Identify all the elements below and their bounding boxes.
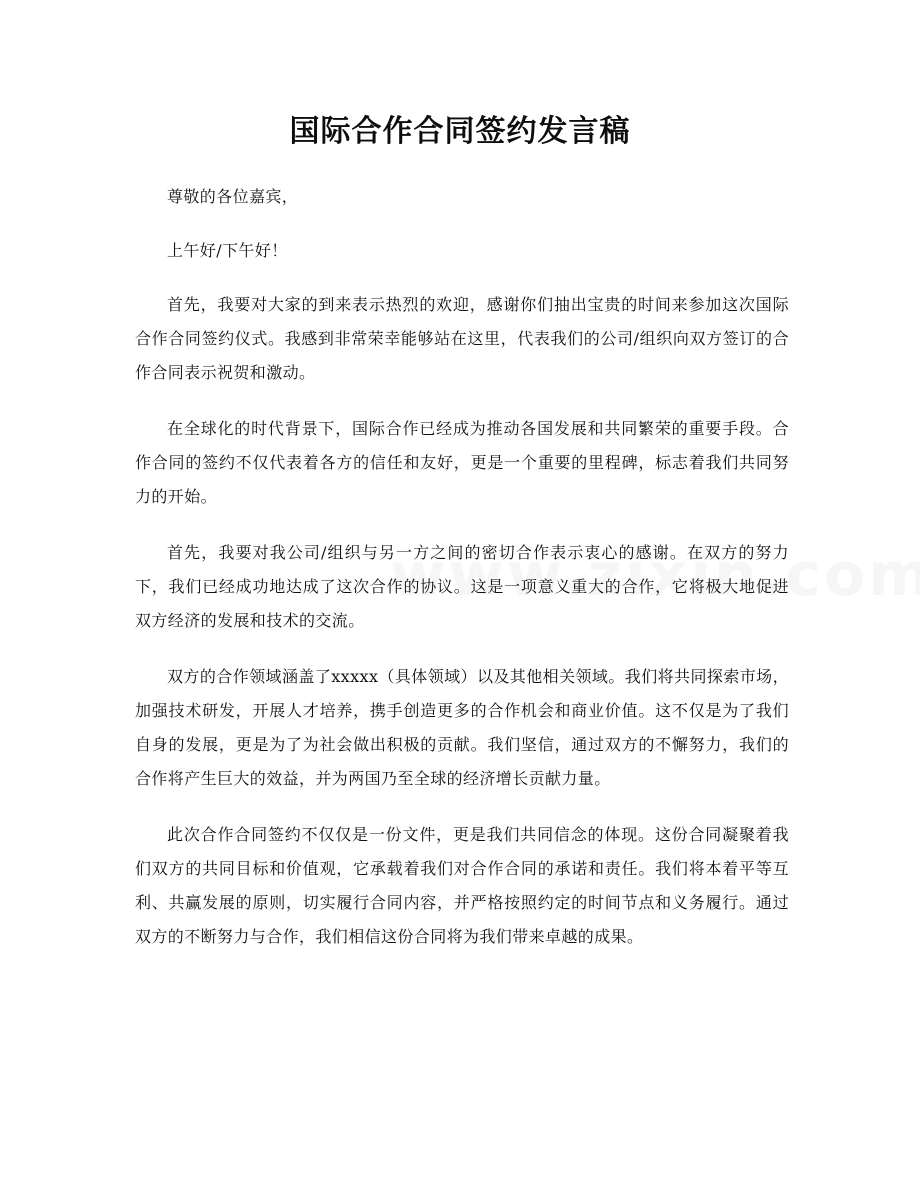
salutation-paragraph: 上午好/下午好！ xyxy=(167,241,288,260)
body-paragraph-thanks: 首先，我要对我公司/组织与另一方之间的密切合作表示衷心的感谢。在双方的努力下，我们已经成功地达成了这次合作的协议。这是一项意义重大的合作，它将极大地促进双方经济的发展和技术的交流。 xyxy=(135,543,789,630)
document-title: 国际合作合同签约发言稿 xyxy=(289,114,631,149)
greeting-paragraph: 尊敬的各位嘉宾， xyxy=(167,187,299,206)
body-paragraph-commitment: 此次合作合同签约不仅仅是一份文件，更是我们共同信念的体现。这份合同凝聚着我们双方的共同目标和价值观，它承载着我们对合作合同的承诺和责任。我们将本着平等互利、共赢发展的原则，切实履行合同内容，并严格按照约定的时间节点和义务履行。通过双方的不断努力与合作，我们相信这份合同将为我们带来卓越的成果。 xyxy=(135,825,789,946)
document-body xyxy=(135,180,789,976)
body-paragraph-globalization: 在全球化的时代背景下，国际合作已经成为推动各国发展和共同繁荣的重要手段。合作合同的签约不仅代表着各方的信任和友好，更是一个重要的里程碑，标志着我们共同努力的开始。 xyxy=(135,419,789,506)
body-paragraph-welcome: 首先，我要对大家的到来表示热烈的欢迎，感谢你们抽出宝贵的时间来参加这次国际合作合同签约仪式。我感到非常荣幸能够站在这里，代表我们的公司/组织向双方签订的合作合同表示祝贺和激动。 xyxy=(135,295,789,382)
body-paragraph-fields: 双方的合作领域涵盖了xxxxx（具体领域）以及其他相关领域。我们将共同探索市场，加强技术研发，开展人才培养，携手创造更多的合作机会和商业价值。这不仅是为了我们自身的发展，更是为了为社会做出积极的贡献。我们坚信，通过双方的不懈努力，我们的合作将产生巨大的效益，并为两国乃至全球的经济增长贡献力量。 xyxy=(135,667,789,788)
